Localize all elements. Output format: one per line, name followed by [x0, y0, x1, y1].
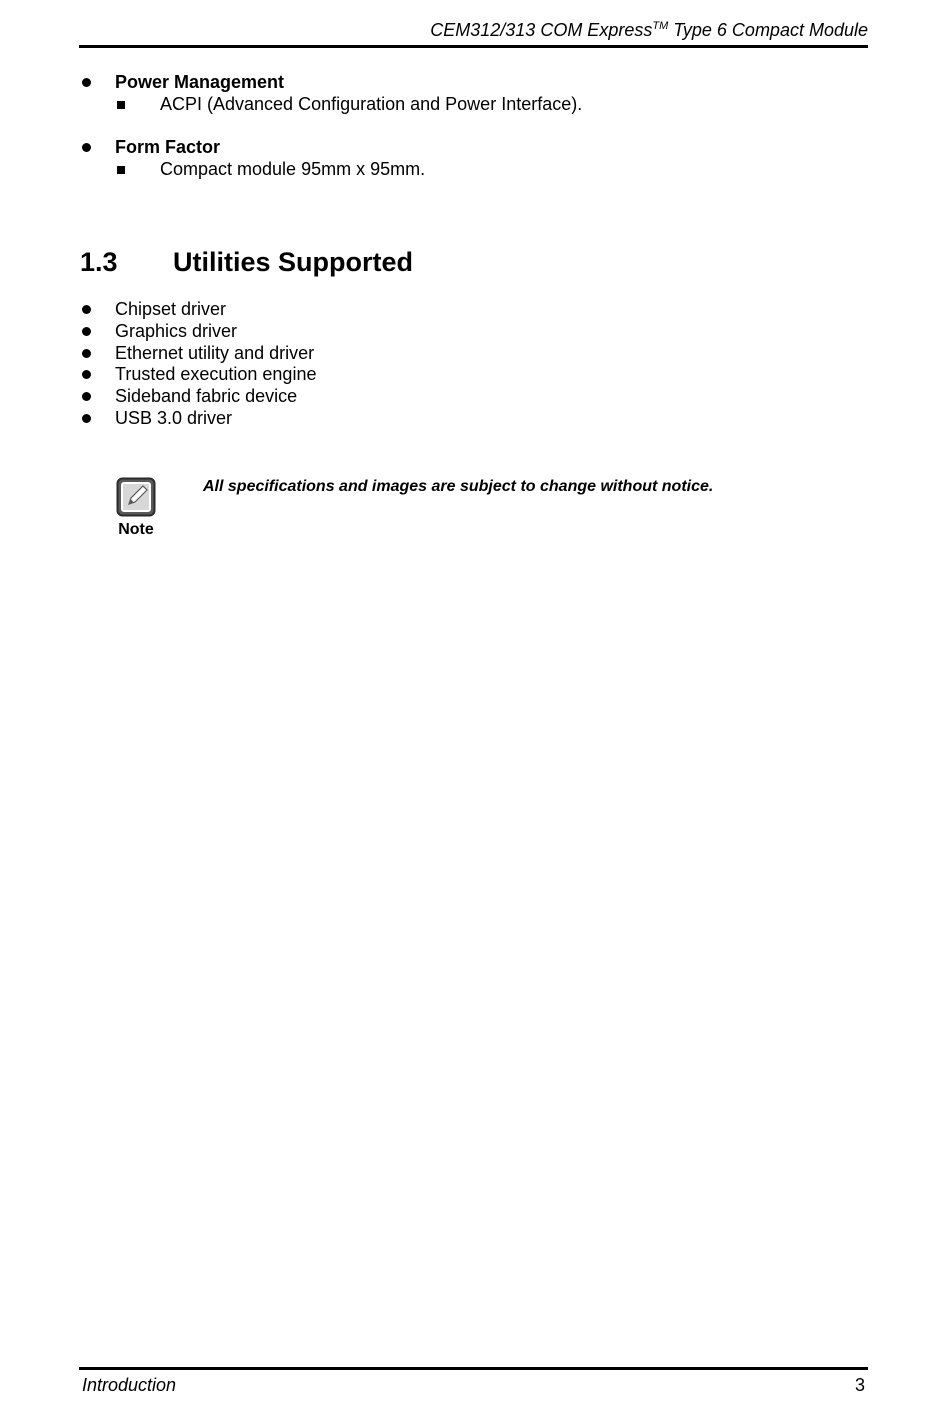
- footer-rule: [79, 1367, 868, 1370]
- section-title: Utilities Supported: [173, 247, 414, 277]
- bullet-square-icon: [117, 166, 125, 174]
- feature-sub-text: ACPI (Advanced Configuration and Power Interface).: [160, 94, 583, 114]
- bullet-dot-icon: [82, 78, 91, 87]
- utility-label: Graphics driver: [115, 321, 238, 341]
- feature-label: Form Factor: [115, 137, 221, 157]
- header-trademark: TM: [652, 20, 669, 32]
- bullet-dot-icon: [82, 414, 91, 423]
- utility-label: Sideband fabric device: [115, 386, 298, 406]
- utility-label: USB 3.0 driver: [115, 408, 233, 428]
- note-pencil-icon: [116, 477, 156, 517]
- bullet-dot-icon: [82, 392, 91, 401]
- note-text: All specifications and images are subject to change without notice.: [203, 478, 714, 495]
- section-number: 1.3: [80, 247, 118, 277]
- utility-label: Ethernet utility and driver: [115, 343, 315, 363]
- bullet-square-icon: [117, 101, 125, 109]
- feature-sub-text: Compact module 95mm x 95mm.: [160, 159, 426, 179]
- header-title-rest: Type 6 Compact Module: [668, 20, 868, 40]
- footer-chapter: Introduction: [82, 1375, 177, 1395]
- bullet-dot-icon: [82, 370, 91, 379]
- bullet-dot-icon: [82, 143, 91, 152]
- note-label: Note: [118, 521, 154, 538]
- bullet-dot-icon: [82, 327, 91, 336]
- bullet-dot-icon: [82, 305, 91, 314]
- bullet-dot-icon: [82, 349, 91, 358]
- header-rule: [79, 45, 868, 48]
- page-number: 3: [854, 1375, 865, 1395]
- page-header: [79, 18, 868, 42]
- header-title-main: CEM312/313 COM Express: [430, 20, 653, 40]
- feature-label: Power Management: [115, 72, 285, 92]
- utility-label: Chipset driver: [115, 299, 227, 319]
- utility-label: Trusted execution engine: [115, 364, 317, 384]
